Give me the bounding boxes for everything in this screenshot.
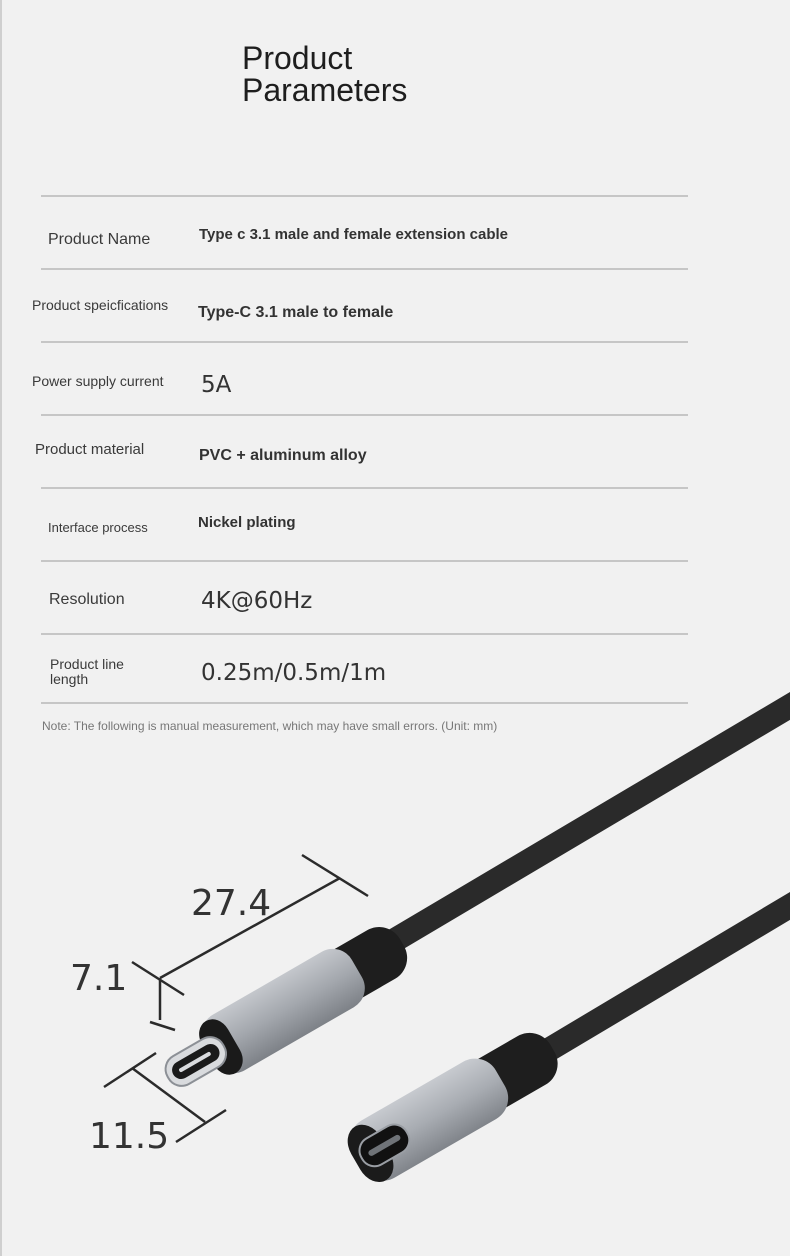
param-value: Type-C 3.1 male to female <box>198 304 394 321</box>
param-label <box>50 657 124 687</box>
table-divider <box>41 195 688 197</box>
param-value: 0.25m/0.5m/1m <box>201 660 387 686</box>
param-label-line2: length <box>50 671 89 687</box>
param-label: Resolution <box>49 591 125 608</box>
cable-illustration <box>0 690 790 1256</box>
param-label-line1: Product line <box>50 656 124 672</box>
height-dimension-label: 7.1 <box>70 958 128 999</box>
page-title-line1: Product <box>242 40 353 76</box>
page-title <box>242 42 407 106</box>
param-value: Type c 3.1 male and female extension cable <box>199 226 509 243</box>
length-dimension-label: 27.4 <box>191 883 272 924</box>
width-dimension-label: 11.5 <box>89 1116 170 1157</box>
height-tick <box>150 1022 175 1030</box>
param-label: Product Name <box>48 231 151 248</box>
male-connector <box>152 915 418 1105</box>
param-value: 5A <box>201 372 232 398</box>
length-tick-right <box>302 855 368 896</box>
female-connector <box>339 1020 569 1191</box>
table-divider <box>41 341 688 343</box>
measurement-note: Note: The following is manual measurement, which may have small errors. (Unit: mm) <box>42 719 498 733</box>
cable-wire <box>395 700 790 940</box>
param-label: Power supply current <box>32 373 164 389</box>
param-label: Product speicfications <box>32 297 169 313</box>
length-tick-left <box>132 962 184 995</box>
param-label: Interface process <box>48 520 148 535</box>
table-divider <box>41 560 688 562</box>
width-tick-left <box>104 1053 156 1087</box>
table-divider <box>41 268 688 270</box>
table-divider <box>41 414 688 416</box>
param-value: 4K@60Hz <box>201 588 313 614</box>
table-divider <box>41 487 688 489</box>
param-value: Nickel plating <box>198 514 296 531</box>
cable-wire <box>540 900 790 1055</box>
page-title-line2: Parameters <box>242 72 408 108</box>
width-tick-right <box>176 1110 226 1142</box>
param-value: PVC + aluminum alloy <box>199 447 367 464</box>
param-label: Product material <box>35 441 145 458</box>
table-divider <box>41 633 688 635</box>
